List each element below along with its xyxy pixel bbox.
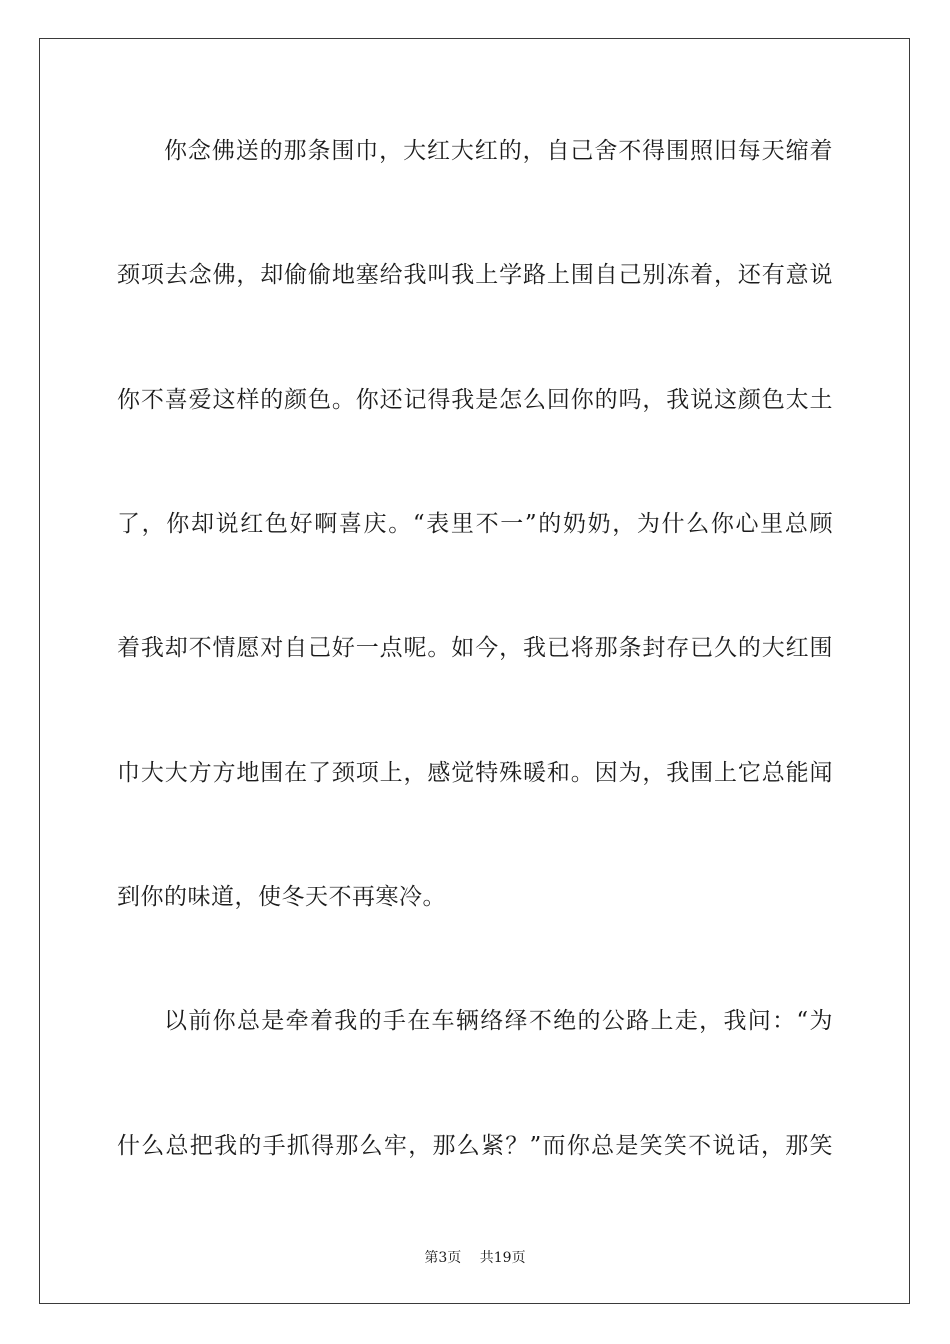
paragraph-1-line-5: 着我却不情愿对自己好一点呢。如今，我已将那条封存已久的大红围 — [117, 635, 833, 661]
page-total: 共19页 — [479, 1250, 526, 1266]
paragraph-1-line-6: 巾大大方方地围在了颈项上，感觉特殊暖和。因为，我围上它总能闻 — [117, 760, 833, 786]
page-number: 第3页 — [424, 1250, 462, 1266]
paragraph-1-line-2: 颈项去念佛，却偷偷地塞给我叫我上学路上围自己别冻着，还有意说 — [117, 262, 833, 288]
paragraph-2-line-2: 什么总把我的手抓得那么牢，那么紧？”而你总是笑笑不说话，那笑 — [117, 1133, 833, 1159]
paragraph-2-line-1: 以前你总是牵着我的手在车辆络绎不绝的公路上走，我问：“为 — [164, 1008, 833, 1034]
page-border — [39, 38, 910, 1304]
paragraph-1-line-7: 到你的味道，使冬天不再寒冷。 — [117, 884, 446, 910]
page-footer — [0, 1247, 950, 1267]
paragraph-1-line-1: 你念佛送的那条围巾，大红大红的，自己舍不得围照旧每天缩着 — [164, 138, 833, 164]
paragraph-1-line-3: 你不喜爱这样的颜色。你还记得我是怎么回你的吗，我说这颜色太土 — [117, 387, 833, 413]
paragraph-1-line-4: 了，你却说红色好啊喜庆。“表里不一”的奶奶，为什么你心里总顾 — [117, 511, 833, 537]
